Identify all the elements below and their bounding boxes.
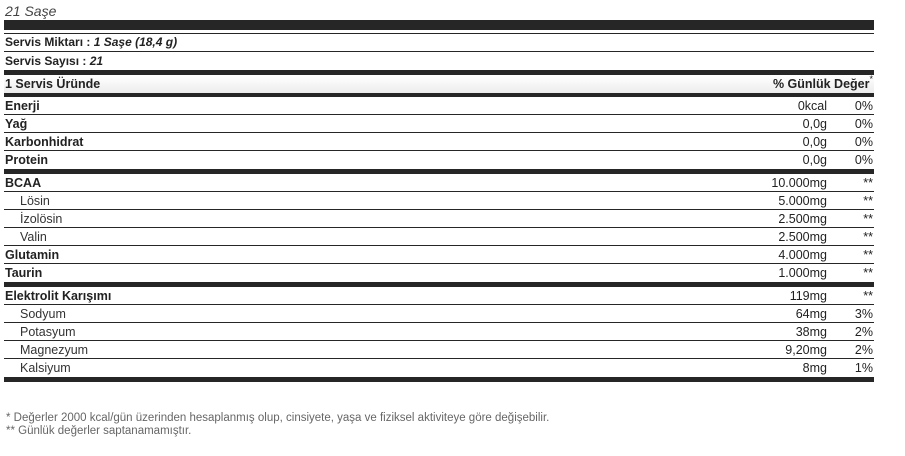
nutrient-name: BCAA [5, 176, 42, 190]
serving-count-value: 21 [89, 54, 104, 68]
nutrient-amount: 0,0g [802, 135, 827, 149]
nutrient-row [4, 151, 874, 169]
nutrient-daily-value: 0% [854, 99, 873, 113]
nutrient-name: Glutamin [5, 248, 60, 262]
nutrient-name: Protein [5, 153, 49, 167]
nutrient-row [4, 305, 874, 323]
nutrient-table [4, 92, 874, 382]
nutrient-amount: 4.000mg [778, 248, 827, 262]
nutrient-name: Elektrolit Karışımı [5, 289, 112, 303]
nutrient-name: Kalsiyum [20, 361, 71, 375]
nutrient-row [4, 115, 874, 133]
nutrient-row [4, 97, 874, 115]
nutrient-amount: 8mg [802, 361, 827, 375]
nutrient-amount: 0,0g [802, 153, 827, 167]
nutrient-row [4, 192, 874, 210]
serving-size-value: 1 Saşe (18,4 g) [93, 35, 178, 49]
nutrient-row [4, 133, 874, 151]
serving-size [4, 36, 874, 49]
table-header [4, 75, 874, 92]
nutrient-name: Enerji [5, 99, 40, 113]
nutrient-daily-value: 0% [854, 135, 873, 149]
nutrient-daily-value: ** [863, 248, 873, 262]
nutrient-amount: 2.500mg [778, 212, 827, 226]
nutrient-amount: 5.000mg [778, 194, 827, 208]
nutrient-daily-value: 3% [854, 307, 873, 321]
nutrient-name: Karbonhidrat [5, 135, 84, 149]
nutrient-row [4, 228, 874, 246]
nutrient-row [4, 323, 874, 341]
nutrient-daily-value: 1% [854, 361, 873, 375]
nutrient-row [4, 210, 874, 228]
serving-size-label: Servis Miktarı : [5, 35, 91, 49]
nutrient-name: Lösin [20, 194, 50, 208]
nutrient-name: Yağ [5, 117, 28, 131]
nutrient-name: İzolösin [20, 212, 63, 226]
nutrient-row [4, 264, 874, 282]
nutrition-facts-panel [4, 0, 874, 382]
divider-medium [4, 377, 874, 382]
nutrient-name: Valin [20, 230, 47, 244]
table-header-pct [773, 75, 873, 95]
serving-count-label: Servis Sayısı : [5, 54, 87, 68]
nutrient-row [4, 246, 874, 264]
divider-thick [4, 20, 874, 30]
nutrient-daily-value: 0% [854, 117, 873, 131]
footnote-mark: * [869, 74, 873, 84]
footnote-2: ** Günlük değerler saptanamamıştır. [6, 425, 192, 437]
nutrient-daily-value: ** [863, 266, 873, 280]
nutrient-daily-value: ** [863, 289, 873, 303]
nutrient-row [4, 287, 874, 305]
package-title: 21 Saşe [5, 3, 57, 19]
nutrient-daily-value: 0% [854, 153, 873, 167]
nutrient-name: Taurin [5, 266, 43, 280]
nutrient-daily-value: 2% [854, 325, 873, 339]
nutrient-amount: 0kcal [797, 99, 827, 113]
nutrient-amount: 38mg [795, 325, 827, 339]
nutrient-row [4, 341, 874, 359]
serving-count [4, 55, 874, 68]
nutrient-daily-value: ** [863, 212, 873, 226]
footnotes [6, 412, 549, 438]
nutrient-amount: 119mg [789, 289, 827, 303]
table-header-name: 1 Servis Üründe [5, 77, 101, 91]
nutrient-row [4, 359, 874, 377]
nutrient-name: Potasyum [20, 325, 76, 339]
nutrient-amount: 10.000mg [771, 176, 827, 190]
nutrient-amount: 1.000mg [778, 266, 827, 280]
table-header-pct-label: % Günlük Değer [772, 77, 870, 91]
nutrient-amount: 0,0g [802, 117, 827, 131]
nutrient-name: Sodyum [20, 307, 66, 321]
nutrient-daily-value: ** [863, 176, 873, 190]
nutrient-amount: 64mg [795, 307, 827, 321]
nutrient-daily-value: ** [863, 230, 873, 244]
nutrient-amount: 9,20mg [785, 343, 827, 357]
nutrient-name: Magnezyum [20, 343, 89, 357]
footnote-1: * Değerler 2000 kcal/gün üzerinden hesaplanmış olup, cinsiyete, yaşa ve fiziksel aktiviteye göre değişebilir. [6, 412, 550, 424]
nutrient-amount: 2.500mg [778, 230, 827, 244]
nutrient-row [4, 174, 874, 192]
nutrient-daily-value: ** [863, 194, 873, 208]
nutrient-daily-value: 2% [854, 343, 873, 357]
